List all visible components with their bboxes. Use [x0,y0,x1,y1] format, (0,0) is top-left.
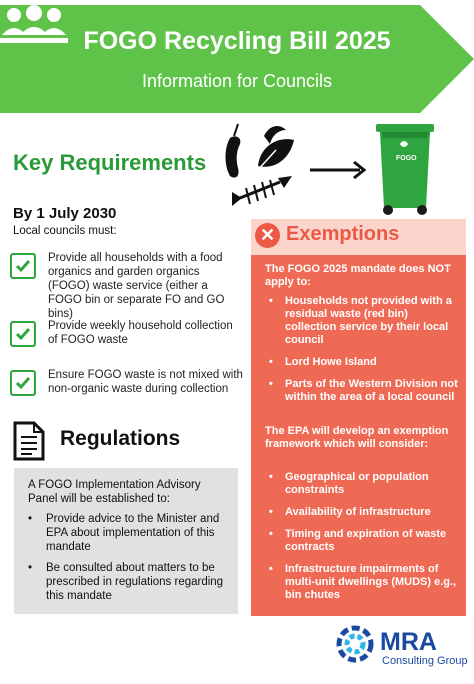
checkmark-icon [10,253,36,279]
exemptions-intro: The FOGO 2025 mandate does NOT apply to: [265,263,451,288]
regulations-list [24,512,234,610]
bin-label: FOGO [396,155,417,162]
banner-arrow-shape [0,5,474,113]
list-item: • Timing and expiration of waste contracts [259,528,459,554]
page-subtitle: Information for Councils [141,71,333,91]
fogo-bin-icon [376,124,434,215]
requirement-text: Ensure FOGO waste is not mixed with non-organic waste during collection [48,369,243,395]
arrow-right-icon [310,162,364,178]
requirement-text: Provide weekly household collection of FOGO waste [48,320,233,346]
list-item: • Parts of the Western Division not within the area of a local council [259,378,459,404]
list-item: • Geographical or population constraints [259,471,459,497]
checkmark-icon [10,321,36,347]
regulations-panel [14,468,238,614]
exemptions-list [259,295,459,413]
requirement-text: Provide all households with a food organics and garden organics (FOGO) waste service (either a FOGO bin or separate FO and GO bins) [48,252,225,320]
requirements-intro: Local councils must: [13,225,117,237]
list-item: • Be consulted about matters to be prescribed in regulations regarding this mandate [24,561,234,603]
document-icon [12,420,46,462]
leaf-icon [256,139,294,172]
page-title: FOGO Recycling Bill 2025 [83,27,391,55]
list-item: • Infrastructure impairments of multi-unit dwellings (MUDS) e.g., bin chutes [259,563,459,602]
exemption-framework-list [259,471,459,611]
logo-subtitle: Consulting Group [382,655,468,667]
fish-bone-icon [232,176,292,206]
regulations-intro: A FOGO Implementation Advisory Panel will be established to: [28,479,201,505]
exemptions-panel [251,255,466,616]
list-item: • Households not provided with a residual waste (red bin) collection service by their local council [259,295,459,347]
exemption-framework-intro: The EPA will develop an exemption framework which will consider: [265,425,449,450]
list-item: • Availability of infrastructure [259,506,459,519]
header-banner [0,5,474,113]
people-icon [0,5,68,47]
exemptions-title: Exemptions [286,223,400,245]
mra-logo-icon [333,622,377,666]
checkmark-icon [10,370,36,396]
close-x-icon: ✕ [255,223,280,248]
regulations-title: Regulations [60,427,181,450]
food-to-bin-illustration [220,118,470,218]
requirement-item [10,251,243,321]
list-item: • Lord Howe Island [259,356,459,369]
requirement-item [10,319,243,347]
list-item: • Provide advice to the Minister and EPA about implementation of this mandate [24,512,234,554]
deadline-heading: By 1 July 2030 [13,205,117,222]
key-requirements-title: Key Requirements [13,150,207,175]
logo-name: MRA [380,628,437,656]
apple-core-icon [226,124,241,178]
requirement-item [10,368,243,396]
